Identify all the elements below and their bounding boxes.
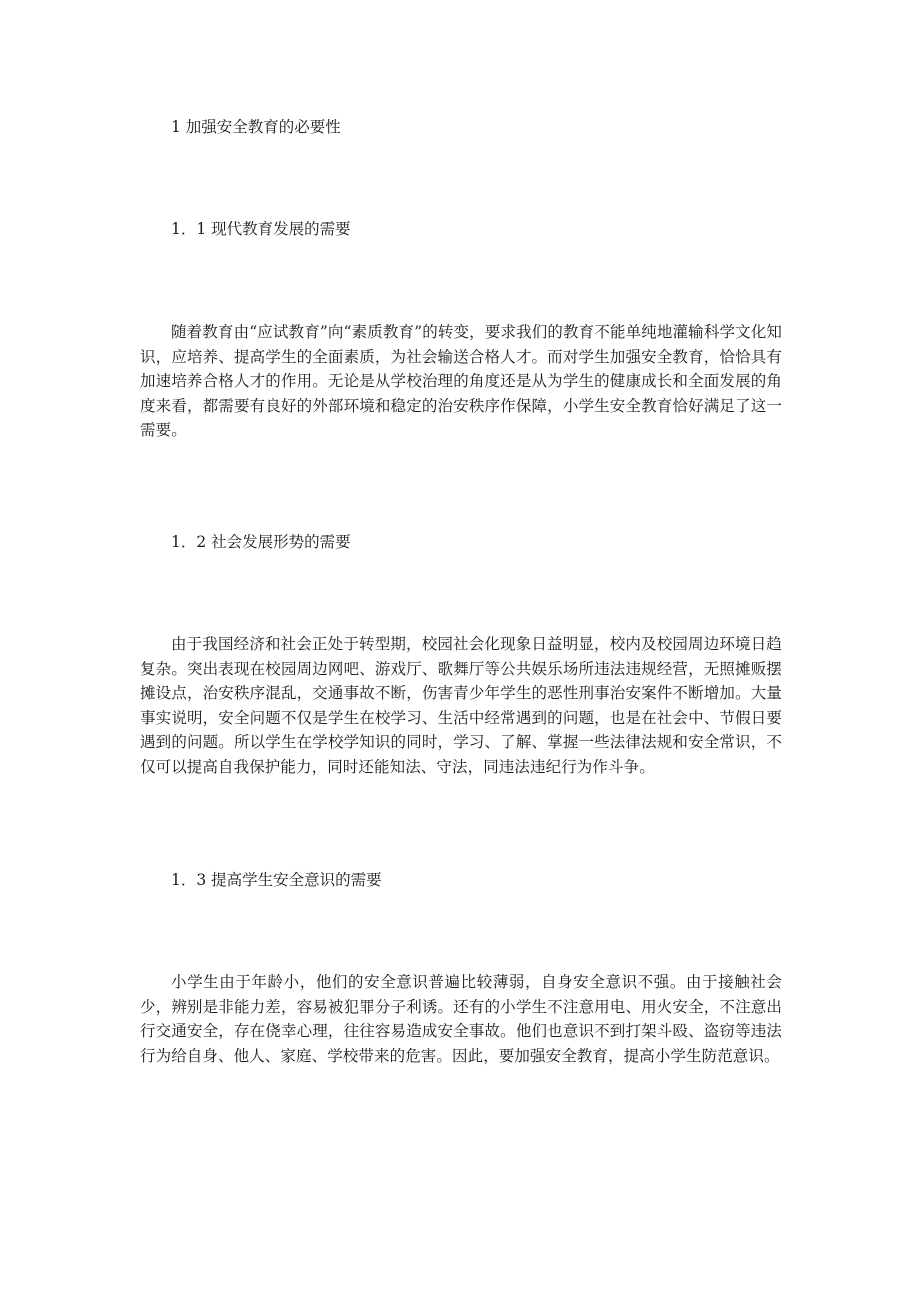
paragraph-1-1: 随着教育由“应试教育”向“素质教育”的转变，要求我们的教育不能单纯地灌输科学文化知识，应培养、提高学生的全面素质，为社会输送合格人才。而对学生加强安全教育，恰恰具有加速培养合格人才的作用。无论是从学校治理的角度还是从为学生的健康成长和全面发展的角度来看，都需要有良好的外部环境和稳定的治安秩序作保障，小学生安全教育恰好满足了这一需要。 — [140, 323, 782, 439]
section-title: 1 加强安全教育的必要性 — [171, 118, 341, 136]
subsection-heading-1-1: 1．1 现代教育发展的需要 — [171, 220, 351, 238]
subsection-heading-1-2: 1．2 社会发展形势的需要 — [171, 533, 351, 551]
paragraph-1-2: 由于我国经济和社会正处于转型期，校园社会化现象日益明显，校内及校园周边环境日趋复杂。突出表现在校园周边网吧、游戏厅、歌舞厅等公共娱乐场所违法违规经营，无照摊贩摆摊设点，治安秩序混乱，交通事故不断，伤害青少年学生的恶性刑事治安案件不断增加。大量事实说明，安全问题不仅是学生在校学习、生活中经常遇到的问题，也是在社会中、节假日要遇到的问题。所以学生在学校学知识的同时，学习、了解、掌握一些法律法规和安全常识，不仅可以提高自我保护能力，同时还能知法、守法，同违法违纪行为作斗争。 — [140, 635, 782, 776]
subsection-heading-1-3: 1．3 提高学生安全意识的需要 — [171, 871, 382, 889]
paragraph-1-3: 小学生由于年龄小，他们的安全意识普遍比较薄弱，自身安全意识不强。由于接触社会少，辨别是非能力差，容易被犯罪分子利诱。还有的小学生不注意用电、用火安全，不注意出行交通安全，存在侥幸心理，往往容易造成安全事故。他们也意识不到打架斗殴、盗窃等违法行为给自身、他人、家庭、学校带来的危害。因此，要加强安全教育，提高小学生防范意识。 — [140, 973, 782, 1065]
